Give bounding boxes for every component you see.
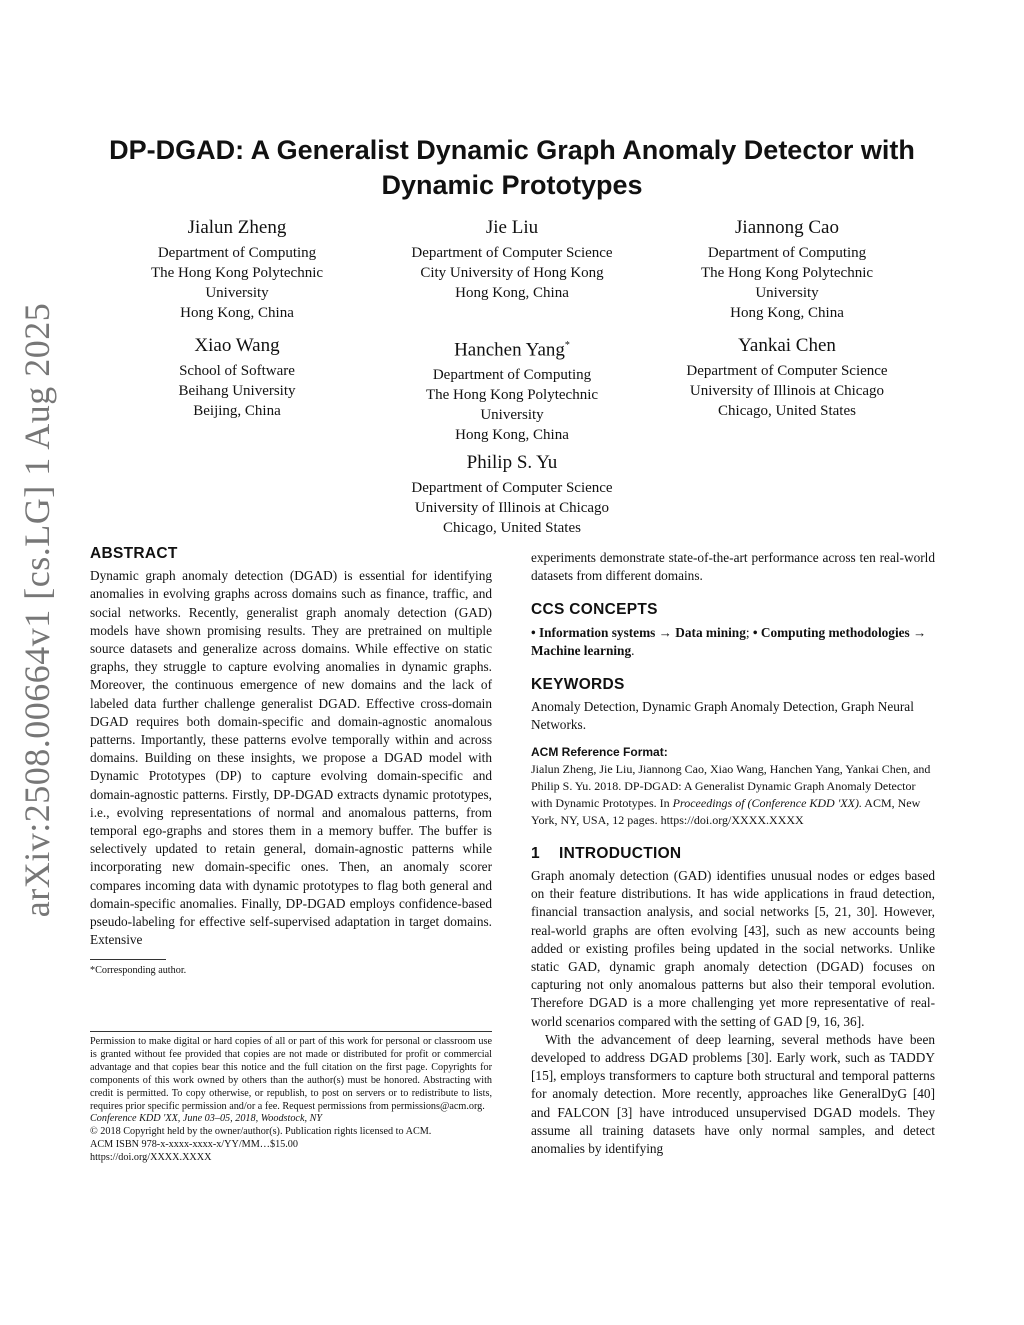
arrow-glyph: → xyxy=(913,624,927,640)
author-name: Jialun Zheng xyxy=(187,217,287,238)
keywords-text: Anomaly Detection, Dynamic Graph Anomaly Detection, Graph Neural Networks. xyxy=(531,699,914,733)
author-affiliation: Department of Computer Science xyxy=(411,245,613,261)
copyright-line: © 2018 Copyright held by the owner/author(s). Publication rights licensed to ACM. xyxy=(90,1126,432,1138)
author-block xyxy=(387,451,637,538)
author-block xyxy=(387,216,637,303)
right-column xyxy=(531,549,935,1158)
author-affiliation: University of Illinois at Chicago xyxy=(689,383,885,399)
spacer xyxy=(531,585,935,601)
author-name: Jie Liu xyxy=(485,217,539,238)
author-block xyxy=(662,216,912,323)
left-column xyxy=(90,545,492,978)
ccs-category: • Computing methodologies xyxy=(752,624,910,640)
author-affiliation: Department of Computer Science xyxy=(686,363,888,379)
acm-reference-venue: Proceedings of (Conference KDD 'XX). xyxy=(672,795,862,810)
author-location: Hong Kong, China xyxy=(455,285,569,301)
paper-title: DP-DGAD: A Generalist Dynamic Graph Anomaly Detector with Dynamic Prototypes xyxy=(109,135,915,200)
arxiv-identifier: arXiv:2508.00664v1 [cs.LG] 1 Aug 2025 xyxy=(17,302,57,918)
acm-reference-publisher: ACM, New York, NY, USA, 12 pages. https://doi.org/XXXX.XXXX xyxy=(531,795,921,827)
author-affiliation: The Hong Kong Polytechnic xyxy=(150,265,324,281)
author-block xyxy=(112,334,362,421)
author-name-text: Hanchen Yang xyxy=(454,339,565,361)
author-block xyxy=(112,216,362,323)
spacer xyxy=(531,735,935,743)
arrow-glyph: → xyxy=(658,624,672,640)
acm-reference-text xyxy=(531,761,935,829)
permission-text: Permission to make digital or hard copies of all or part of this work for personal or classroom use is granted without fee provided that copies are not made or distributed for profit or commercial advantage and that copies bear this notice and the full citation on the first page. Copyrights for components of this work owned by others than the author(s) must be honored. Abstracting with credit is permitted. To copy otherwise, or republish, to post on servers or to redistribute to lists, requires prior specific permission and/or a fee. Request permissions from permissions@acm.org. xyxy=(90,1036,492,1112)
author-affiliation: Department of Computer Science xyxy=(411,480,613,496)
author-affiliation: Beihang University xyxy=(178,383,296,399)
keywords-heading: KEYWORDS xyxy=(531,676,625,694)
corresponding-author-mark: * xyxy=(564,340,570,351)
author-name xyxy=(387,334,637,362)
abstract-text: Dynamic graph anomaly detection (DGAD) is essential for identifying anomalies in evolving graphs across domains such as finance, traffic, and social networks. Recently, generalist graph anomaly detection (GAD) models have shown promising results. They are pretrained on multiple source datasets and generalize across domains. While effective on static graphs, they struggle to capture evolving anomalies in dynamic graphs. Moreover, the continuous emergence of new domains and the lack of labeled data further challenge generalist DGAD. Effective cross-domain DGAD requires both domain-specific and domain-agnostic anomalous patterns. Importantly, these patterns evolve temporally within and across domains. Building on these insights, we propose a DGAD model with Dynamic Prototypes (DP) to capture evolving domain-specific and domain-agnostic patterns. Firstly, DP-DGAD extracts dynamic prototypes, i.e., evolving representations of normal and anomalous patterns, from temporal ego-graphs and stores them in a memory buffer. The buffer is selectively updated to retain general, domain-agnostic patterns while incorporating new domain-specific ones. Then, an anomaly scorer compares incoming data with dynamic prototypes to flag both general and domain-specific anomalies. Finally, DP-DGAD employs confidence-based pseudo-labeling for effective self-supervised adaptation in target domains. Extensive xyxy=(90,568,492,948)
ccs-concept: Machine learning xyxy=(531,642,632,658)
author-affiliation: University xyxy=(480,407,544,424)
author-location: Hong Kong, China xyxy=(180,305,294,321)
acm-reference-authors: Jialun Zheng, Jie Liu, Jiannong Cao, Xiao Wang, Hanchen Yang, Yankai Chen, and Philip S. Yu. 2018. DP-DGAD: A Generalist Dynamic Graph Anomaly Detector with Dynamic Prototypes. In xyxy=(531,761,931,810)
author-affiliation: School of Software xyxy=(179,363,295,379)
author-name: Philip S. Yu xyxy=(466,452,558,473)
intro-paragraph-1: Graph anomaly detection (GAD) identifies unusual nodes or edges based on their feature distributions. It has wide applications in fraud detection, financial transaction analysis, and social networks [5, 21, 30]. However, real-world graphs are often evolving [43], such as new accounts being added or existing profiles being updated in the social networks. Unlike static GAD, dynamic graph anomaly detection (DGAD) focuses on capturing not only anomalous patterns but also their temporal evolution. Therefore DGAD is a more challenging yet more representative of real-world scenarios compared with the setting of GAD [9, 16, 36]. xyxy=(531,868,935,1029)
ccs-category: • Information systems xyxy=(531,624,656,640)
footnote-corresponding: *Corresponding author. xyxy=(90,965,187,977)
permission-notice xyxy=(90,1031,492,1165)
author-location: Hong Kong, China xyxy=(455,427,569,444)
ccs-heading: CCS CONCEPTS xyxy=(531,601,658,619)
author-block xyxy=(387,334,637,445)
footnote-rule xyxy=(90,959,166,960)
conference-line: Conference KDD 'XX, June 03–05, 2018, Woodstock, NY xyxy=(90,1113,323,1125)
author-location: Beijing, China xyxy=(193,403,281,419)
author-affiliation: City University of Hong Kong xyxy=(420,265,604,281)
doi-link[interactable]: https://doi.org/XXXX.XXXX xyxy=(90,1152,212,1164)
isbn-line: ACM ISBN 978-x-xxxx-xxxx-x/YY/MM…$15.00 xyxy=(90,1139,298,1151)
author-affiliation: University of Illinois at Chicago xyxy=(414,500,610,516)
author-affiliation: University xyxy=(755,285,819,301)
author-block xyxy=(662,334,912,421)
section-title: INTRODUCTION xyxy=(559,844,682,862)
author-name: Xiao Wang xyxy=(194,335,280,356)
author-affiliation: University xyxy=(205,285,269,301)
intro-paragraph-2: With the advancement of deep learning, several methods have been developed to address DGAD problems [30]. Early work, such as TADDY [15], employs transformers to capture both structural and temporal patterns for anomaly detection. More recently, approaches like GeneralDyG [40] and FALCON [3] have introduced unsupervised DGAD models. They assume all training datasets have only normal samples, and detect anomalies by identifying xyxy=(531,1031,935,1157)
author-affiliation: The Hong Kong Polytechnic xyxy=(425,387,599,404)
spacer xyxy=(531,660,935,676)
author-location: Chicago, United States xyxy=(443,520,581,536)
ccs-concept: Data mining xyxy=(675,624,746,640)
author-affiliation: Department of Computing xyxy=(707,245,867,261)
author-name: Jiannong Cao xyxy=(735,217,839,238)
abstract-continuation: experiments demonstrate state-of-the-art performance across ten real-world datasets from different domains. xyxy=(531,550,935,584)
author-location: Hong Kong, China xyxy=(730,305,844,321)
author-location: Chicago, United States xyxy=(718,403,856,419)
ccs-concepts: • Information systems → Data mining; • Computing methodologies → Machine learning. xyxy=(531,624,927,658)
author-affiliation: Department of Computing xyxy=(432,367,592,384)
author-affiliation: The Hong Kong Polytechnic xyxy=(700,265,874,281)
author-name: Yankai Chen xyxy=(738,335,836,356)
abstract-heading: ABSTRACT xyxy=(90,545,178,562)
acm-reference-heading: ACM Reference Format: xyxy=(531,744,668,759)
author-affiliation: Department of Computing xyxy=(157,245,317,261)
introduction-heading xyxy=(531,845,935,863)
section-number: 1 xyxy=(531,844,540,862)
spacer xyxy=(531,829,935,845)
arxiv-sidebar-stamp xyxy=(17,230,57,990)
